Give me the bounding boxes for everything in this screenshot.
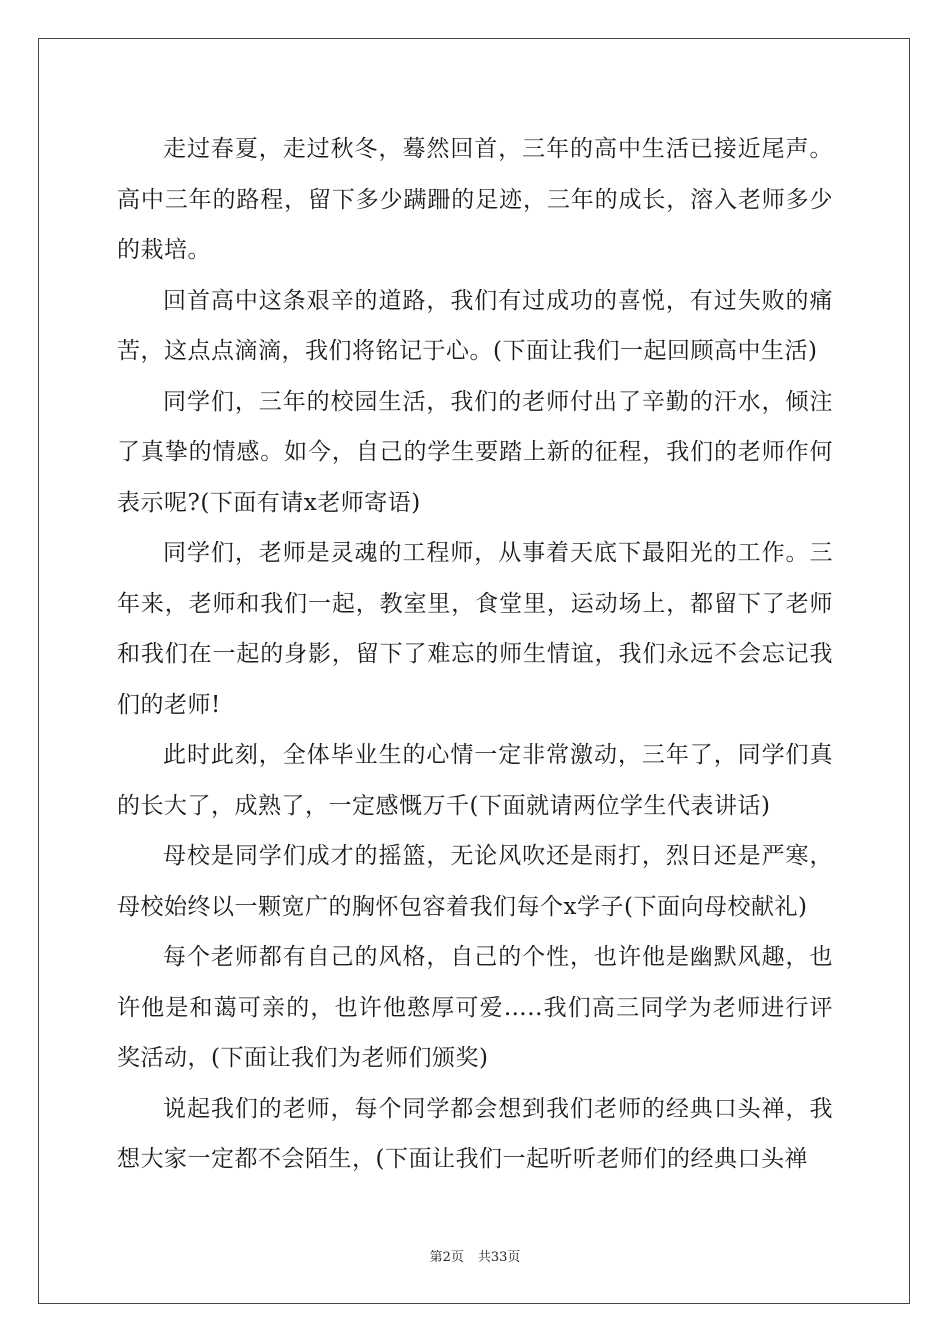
paragraph: 同学们，三年的校园生活，我们的老师付出了辛勤的汗水，倾注了真挚的情感。如今，自己的学生要踏上新的征程，我们的老师作何表示呢?(下面有请x老师寄语) bbox=[117, 388, 833, 516]
paragraph: 回首高中这条艰辛的道路，我们有过成功的喜悦，有过失败的痛苦，这点点滴滴，我们将铭记于心。(下面让我们一起回顾高中生活) bbox=[117, 287, 833, 364]
paragraph: 此时此刻，全体毕业生的心情一定非常激动，三年了，同学们真的长大了，成熟了，一定感慨万千(下面就请两位学生代表讲话) bbox=[117, 742, 833, 819]
page-footer bbox=[0, 1246, 950, 1265]
document-body bbox=[117, 124, 833, 1185]
paragraph: 同学们，老师是灵魂的工程师，从事着天底下最阳光的工作。三年来，老师和我们一起，教室里，食堂里，运动场上，都留下了老师和我们在一起的身影，留下了难忘的师生情谊，我们永远不会忘记我们的老师! bbox=[117, 540, 833, 718]
paragraph: 每个老师都有自己的风格，自己的个性，也许他是幽默风趣，也许他是和蔼可亲的，也许他憨厚可爱…..我们高三同学为老师进行评奖活动，(下面让我们为老师们颁奖) bbox=[117, 944, 833, 1071]
paragraph: 说起我们的老师，每个同学都会想到我们老师的经典口头禅，我想大家一定都不会陌生，(下面让我们一起听听老师们的经典口头禅 bbox=[117, 1095, 833, 1172]
page-number: 第2页 bbox=[429, 1250, 464, 1265]
page-total: 共33页 bbox=[477, 1250, 521, 1265]
paragraph: 走过春夏，走过秋冬，蓦然回首，三年的高中生活已接近尾声。高中三年的路程，留下多少蹒跚的足迹，三年的成长，溶入老师多少的栽培。 bbox=[117, 136, 833, 263]
paragraph: 母校是同学们成才的摇篮，无论风吹还是雨打，烈日还是严寒，母校始终以一颗宽广的胸怀包容着我们每个x学子(下面向母校献礼) bbox=[117, 843, 833, 920]
